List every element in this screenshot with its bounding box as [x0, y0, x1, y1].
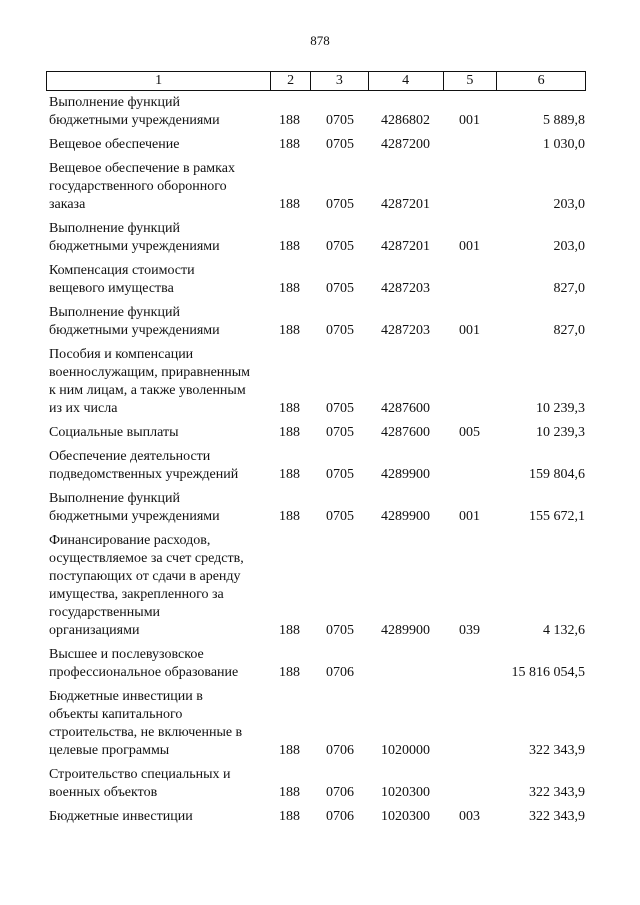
row-section-code: 0706 — [326, 785, 354, 800]
row-article-code: 4287203 — [381, 323, 430, 338]
row-name: Выполнение функций бюджетными учреждениями — [49, 221, 220, 254]
row-ministry-code: 188 — [279, 281, 300, 296]
row-article-code: 4289900 — [381, 509, 430, 524]
row-article-code: 4287203 — [381, 281, 430, 296]
table-row — [49, 448, 585, 484]
row-ministry-code: 188 — [279, 197, 300, 212]
row-article-code: 4286802 — [381, 113, 430, 128]
row-section-code: 0705 — [326, 197, 354, 212]
row-ministry-code: 188 — [279, 623, 300, 638]
row-name: Бюджетные инвестиции — [49, 809, 193, 824]
row-name: Вещевое обеспечение — [49, 137, 180, 152]
row-name: Обеспечение деятельности подведомственных учреждений — [49, 449, 239, 482]
row-name: Пособия и компенсации военнослужащим, приравненным к ним лицам, а также уволенным из их числа — [49, 347, 251, 416]
row-ministry-code: 188 — [279, 665, 300, 680]
table-row — [49, 808, 585, 826]
page-number: 878 — [310, 33, 330, 48]
row-amount: 155 672,1 — [529, 509, 585, 524]
table-row — [49, 646, 585, 682]
row-amount: 159 804,6 — [529, 467, 585, 482]
row-amount: 4 132,6 — [543, 623, 585, 638]
row-amount: 322 343,9 — [529, 785, 585, 800]
row-ministry-code: 188 — [279, 425, 300, 440]
row-amount: 322 343,9 — [529, 743, 585, 758]
row-section-code: 0705 — [326, 113, 354, 128]
row-amount: 322 343,9 — [529, 809, 585, 824]
row-ministry-code: 188 — [279, 113, 300, 128]
row-ministry-code: 188 — [279, 785, 300, 800]
table-row — [49, 688, 585, 760]
table-row — [49, 94, 585, 130]
column-header-2: 2 — [270, 72, 310, 90]
row-article-code: 1020300 — [381, 785, 430, 800]
row-section-code: 0705 — [326, 401, 354, 416]
column-header-6: 6 — [496, 72, 585, 90]
table-row — [49, 766, 585, 802]
column-header-5: 5 — [443, 72, 497, 90]
row-name: Строительство специальных и военных объектов — [49, 767, 231, 800]
row-article-code: 4287201 — [381, 239, 430, 254]
row-name: Компенсация стоимости вещевого имущества — [49, 263, 195, 296]
row-amount: 203,0 — [553, 197, 585, 212]
row-name: Вещевое обеспечение в рамках государственного оборонного заказа — [49, 161, 235, 212]
row-article-code: 4287200 — [381, 137, 430, 152]
row-ministry-code: 188 — [279, 467, 300, 482]
row-amount: 1 030,0 — [543, 137, 585, 152]
row-amount: 10 239,3 — [536, 401, 585, 416]
row-section-code: 0706 — [326, 743, 354, 758]
row-ministry-code: 188 — [279, 743, 300, 758]
row-expense-type-code: 003 — [459, 809, 480, 824]
table-row — [49, 136, 585, 154]
table-row — [49, 532, 585, 640]
row-amount: 10 239,3 — [536, 425, 585, 440]
row-section-code: 0706 — [326, 809, 354, 824]
row-section-code: 0705 — [326, 239, 354, 254]
row-amount: 15 816 054,5 — [511, 665, 585, 680]
row-name: Бюджетные инвестиции в объекты капитального строительства, не включенные в целевые программы — [49, 689, 243, 758]
row-ministry-code: 188 — [279, 401, 300, 416]
column-header-4: 4 — [368, 72, 443, 90]
row-section-code: 0705 — [326, 281, 354, 296]
row-amount: 827,0 — [553, 323, 585, 338]
row-section-code: 0705 — [326, 623, 354, 638]
row-ministry-code: 188 — [279, 509, 300, 524]
table-row — [49, 220, 585, 256]
row-expense-type-code: 001 — [459, 323, 480, 338]
row-ministry-code: 188 — [279, 239, 300, 254]
row-article-code: 4289900 — [381, 623, 430, 638]
table-row — [49, 490, 585, 526]
row-name: Финансирование расходов, осуществляемое за счет средств, поступающих от сдачи в аренду имущества, закрепленного за государственными организациями — [49, 533, 244, 638]
row-name: Выполнение функций бюджетными учреждениями — [49, 491, 220, 524]
row-article-code: 4287600 — [381, 401, 430, 416]
row-ministry-code: 188 — [279, 809, 300, 824]
table-row — [49, 262, 585, 298]
row-section-code: 0705 — [326, 425, 354, 440]
row-article-code: 4289900 — [381, 467, 430, 482]
row-expense-type-code: 001 — [459, 509, 480, 524]
row-amount: 5 889,8 — [543, 113, 585, 128]
row-section-code: 0706 — [326, 665, 354, 680]
table-row — [49, 346, 585, 418]
row-amount: 827,0 — [553, 281, 585, 296]
row-article-code: 1020000 — [381, 743, 430, 758]
row-section-code: 0705 — [326, 467, 354, 482]
row-expense-type-code: 039 — [459, 623, 480, 638]
row-section-code: 0705 — [326, 137, 354, 152]
row-expense-type-code: 005 — [459, 425, 480, 440]
column-header-3: 3 — [310, 72, 368, 90]
row-amount: 203,0 — [553, 239, 585, 254]
table-row — [49, 304, 585, 340]
row-expense-type-code: 001 — [459, 239, 480, 254]
row-section-code: 0705 — [326, 323, 354, 338]
table-row — [49, 424, 585, 442]
row-article-code: 4287201 — [381, 197, 430, 212]
row-article-code: 4287600 — [381, 425, 430, 440]
row-name: Высшее и послевузовское профессиональное образование — [49, 647, 239, 680]
row-ministry-code: 188 — [279, 137, 300, 152]
row-article-code: 1020300 — [381, 809, 430, 824]
row-section-code: 0705 — [326, 509, 354, 524]
row-name: Выполнение функций бюджетными учреждениями — [49, 95, 220, 128]
row-name: Социальные выплаты — [49, 425, 179, 440]
column-header-1: 1 — [155, 73, 163, 88]
row-name: Выполнение функций бюджетными учреждениями — [49, 305, 220, 338]
row-expense-type-code: 001 — [459, 113, 480, 128]
budget-table-body — [49, 94, 585, 832]
row-ministry-code: 188 — [279, 323, 300, 338]
table-header — [46, 71, 586, 91]
table-row — [49, 160, 585, 214]
